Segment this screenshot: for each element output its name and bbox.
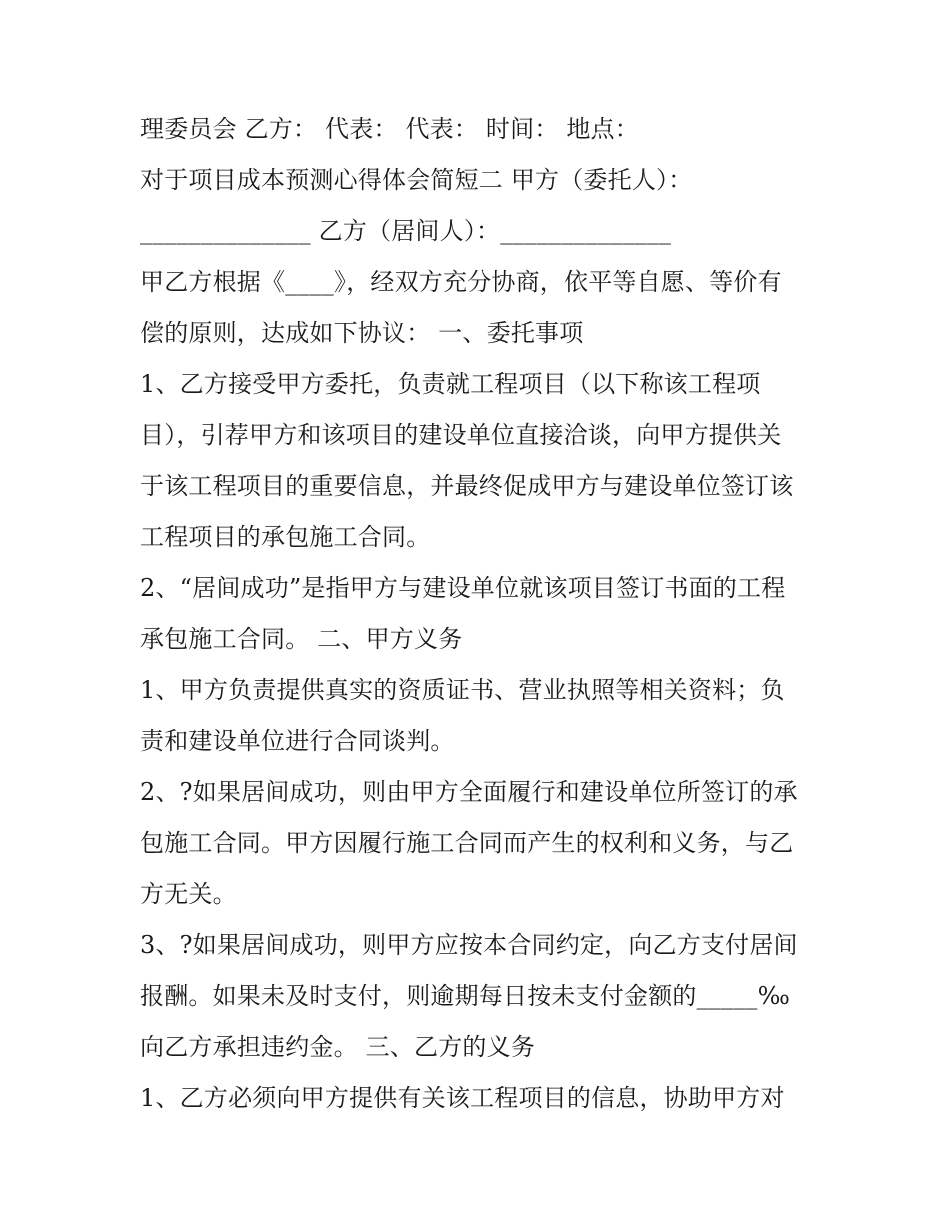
text-line: 1、乙方必须向甲方提供有关该工程项目的信息，协助甲方对 — [140, 1084, 785, 1112]
text-line: 方无关。 — [140, 880, 237, 908]
document-body — [140, 104, 820, 1124]
text-line: 理委员会 乙方： 代表： 代表： 时间： 地点： — [140, 115, 639, 143]
text-line: 向乙方承担违约金。 三、乙方的义务 — [140, 1033, 536, 1061]
text-line: 1、乙方接受甲方委托，负责就工程项目（以下称该工程项 — [140, 370, 761, 398]
text-line: 责和建设单位进行合同谈判。 — [140, 727, 455, 755]
text-line: 2、“居间成功”是指甲方与建设单位就该项目签订书面的工程 — [140, 574, 786, 602]
text-line: 对于项目成本预测心得体会简短二 甲方（委托人）： — [140, 166, 693, 194]
text-line: 1、甲方负责提供真实的资质证书、营业执照等相关资料；负 — [140, 676, 785, 704]
text-line: 3、?如果居间成功，则甲方应按本合同约定，向乙方支付居间 — [140, 931, 798, 959]
text-line: ______________ 乙方（居间人）：______________ — [140, 217, 672, 245]
text-line: 承包施工合同。 二、甲方义务 — [140, 625, 463, 653]
text-line: 于该工程项目的重要信息，并最终促成甲方与建设单位签订该 — [140, 472, 794, 500]
text-line: 2、?如果居间成功，则由甲方全面履行和建设单位所签订的承 — [140, 778, 798, 806]
text-line: 报酬。如果未及时支付，则逾期每日按未支付金额的_____‰ — [140, 982, 791, 1010]
text-line: 偿的原则，达成如下协议： 一、委托事项 — [140, 319, 584, 347]
text-line: 包施工合同。甲方因履行施工合同而产生的权利和义务，与乙 — [140, 829, 794, 857]
text-line: 工程项目的承包施工合同。 — [140, 523, 431, 551]
text-line: 目），引荐甲方和该项目的建设单位直接洽谈，向甲方提供关 — [140, 421, 782, 449]
text-line: 甲乙方根据《____》，经双方充分协商，依平等自愿、等价有 — [140, 268, 782, 296]
